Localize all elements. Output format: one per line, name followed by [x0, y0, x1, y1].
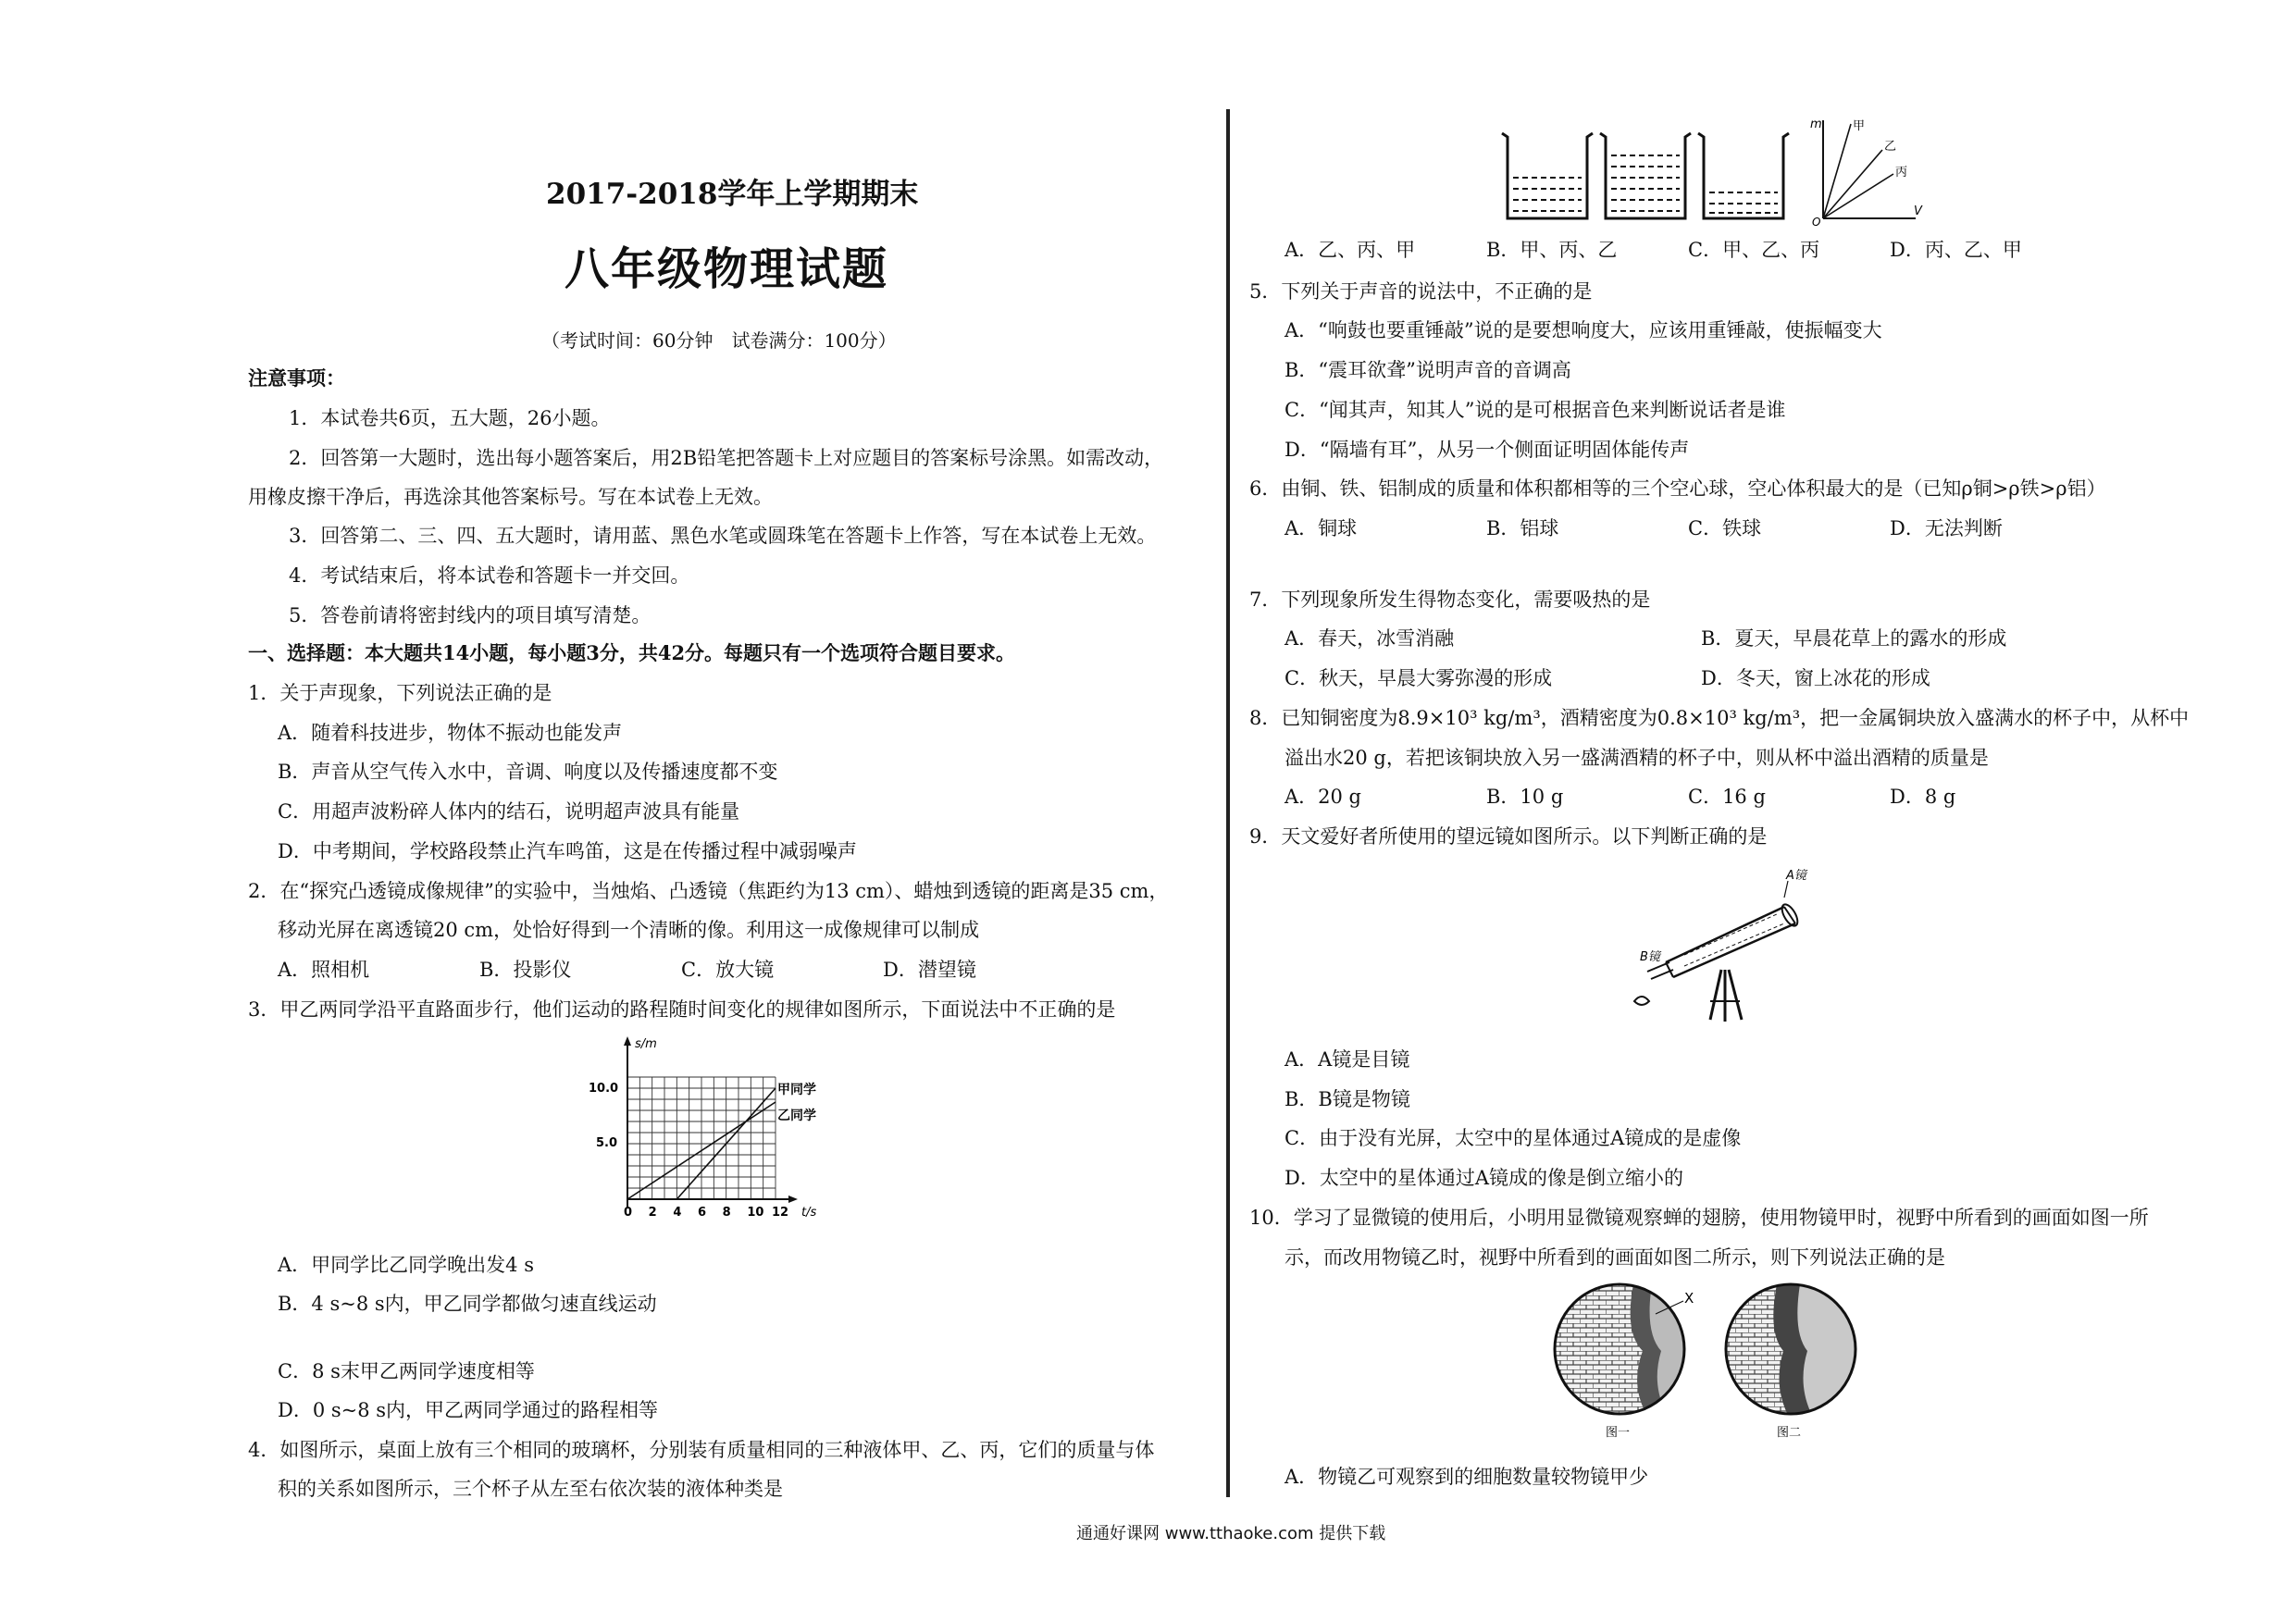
- q6-stem: 6．由铜、铁、铝制成的质量和体积都相等的三个空心球，空心体积最大的是（已知ρ铜>ρ铁>ρ铝）: [1249, 477, 2106, 500]
- microscope-figures: [1541, 1277, 1893, 1453]
- q7-option-c: C．秋天，早晨大雾弥漫的形成: [1285, 667, 1553, 689]
- q1-stem: 1．关于声现象，下列说法正确的是: [248, 682, 552, 704]
- st-y-10: 10.0: [589, 1082, 619, 1096]
- q6-option-c: C．铁球: [1688, 517, 1762, 539]
- st-xtick-label: 0: [624, 1206, 633, 1220]
- st-grid: [627, 1077, 776, 1199]
- q7-options-row-1: [1285, 626, 2117, 650]
- q8-option-a: A．20 g: [1285, 786, 1362, 808]
- q6-option-d: D．无法判断: [1890, 517, 2003, 539]
- q4-option-d: D．丙、乙、甲: [1890, 239, 2022, 261]
- q8-option-c: C．16 g: [1688, 786, 1766, 808]
- q7-options-row-2: [1285, 666, 2117, 690]
- q9-stem: 9．天文爱好者所使用的望远镜如图所示。以下判断正确的是: [1249, 825, 1768, 848]
- page-footer: 通通好课网 www.tthaoke.com 提供下载: [1076, 1524, 1386, 1543]
- q3-option-a: A．甲同学比乙同学晚出发4 s: [278, 1254, 534, 1276]
- q1-option-a: A．随着科技进步，物体不振动也能发声: [278, 722, 623, 744]
- note-1: 1．本试卷共6页，五大题，26小题。: [289, 407, 611, 429]
- st-xtick-label: 6: [698, 1206, 707, 1220]
- st-xtick-label: 4: [673, 1206, 682, 1220]
- q9-option-c: C．由于没有光屏，太空中的星体通过A镜成的是虚像: [1285, 1127, 1742, 1149]
- mv-label-jia: 甲: [1853, 119, 1866, 133]
- q1-option-d: D．中考期间，学校路段禁止汽车鸣笛，这是在传播过程中减弱噪声: [278, 840, 857, 862]
- q1-option-c: C．用超声波粉碎人体内的结石，说明超声波具有能量: [278, 800, 740, 823]
- q8-options: [1285, 785, 2091, 809]
- st-xtick-label: 10: [747, 1206, 764, 1220]
- notes-heading: 注意事项：: [248, 366, 345, 390]
- note-5: 5．答卷前请将密封线内的项目填写清楚。: [289, 604, 652, 626]
- microscope-fig2-label: 图二: [1777, 1426, 1802, 1440]
- q3-stem: 3．甲乙两同学沿平直路面步行，他们运动的路程随时间变化的规律如图所示，下面说法中不正确的是: [248, 998, 1116, 1021]
- q9-option-d: D．太空中的星体通过A镜成的像是倒立缩小的: [1285, 1167, 1684, 1189]
- q3-option-d: D．0 s~8 s内，甲乙两同学通过的路程相等: [278, 1399, 659, 1421]
- mv-label-bing: 丙: [1895, 166, 1908, 180]
- eye-icon: [1634, 997, 1649, 1005]
- beaker-1: [1502, 133, 1593, 218]
- q7-option-a: A．春天，冰雪消融: [1285, 627, 1455, 650]
- mv-label-o: O: [1812, 216, 1821, 226]
- beaker-2: [1600, 133, 1691, 218]
- q9-option-a: A．A镜是目镜: [1285, 1048, 1410, 1071]
- q9-option-b: B．B镜是物镜: [1285, 1088, 1410, 1110]
- telescope-tripod: [1710, 970, 1742, 1022]
- note-4: 4．考试结束后，将本试卷和答题卡一并交回。: [289, 564, 690, 587]
- beaker-3: [1698, 133, 1789, 218]
- exam-main-title: 八年级物理试题: [565, 243, 889, 295]
- section-1-heading: 一、选择题：本大题共14小题，每小题3分，共42分。每题只有一个选项符合题目要求。: [248, 641, 1016, 664]
- st-y-arrow: [624, 1036, 631, 1046]
- telescope-label-b: B镜: [1640, 950, 1660, 964]
- telescope-label-a: A镜: [1786, 869, 1806, 883]
- q7-option-d: D．冬天，窗上冰花的形成: [1701, 667, 1930, 689]
- q3-option-b: B．4 s~8 s内，甲乙同学都做匀速直线运动: [278, 1293, 657, 1315]
- q5-option-c: C．“闻其声，知其人”说的是可根据音色来判断说话者是谁: [1285, 399, 1786, 421]
- q2-option-a: A．照相机: [278, 959, 370, 981]
- mv-label-m: m: [1810, 118, 1822, 131]
- st-xlabel: t/s: [801, 1206, 817, 1220]
- st-xtick-label: 2: [648, 1206, 657, 1220]
- q2-option-b: B．投影仪: [479, 959, 572, 981]
- beakers-figure: [1495, 126, 1795, 228]
- st-ylabel: s/m: [635, 1037, 657, 1051]
- q6-option-a: A．铜球: [1285, 517, 1358, 539]
- note-2b: 用橡皮擦干净后，再选涂其他答案标号。写在本试卷上无效。: [248, 486, 773, 508]
- q7-stem: 7．下列现象所发生得物态变化，需要吸热的是: [1249, 588, 1651, 611]
- q4-stem-1: 4．如图所示，桌面上放有三个相同的玻璃杯，分别装有质量相同的三种液体甲、乙、丙，它们的质量与体: [248, 1439, 1155, 1461]
- note-2a: 2．回答第一大题时，选出每小题答案后，用2B铅笔把答题卡上对应题目的答案标号涂黑。如需改动，: [289, 447, 1164, 469]
- q10-option-a: A．物镜乙可观察到的细胞数量较物镜甲少: [1285, 1466, 1649, 1488]
- q4-option-c: C．甲、乙、丙: [1688, 239, 1820, 261]
- q4-option-a: A．乙、丙、甲: [1285, 239, 1416, 261]
- telescope-pointer-a: [1784, 881, 1788, 898]
- st-graph: [583, 1035, 833, 1220]
- q2-option-c: C．放大镜: [681, 959, 775, 981]
- q8-option-d: D．8 g: [1890, 786, 1956, 808]
- column-divider: [1226, 109, 1230, 1497]
- q4-options: [1285, 238, 2091, 262]
- microscope-view-1: [1550, 1282, 1694, 1440]
- q5-stem: 5．下列关于声音的说法中，不正确的是: [1249, 280, 1593, 303]
- exam-year-title: 2017-2018学年上学期期末: [546, 178, 919, 211]
- microscope-view-2: [1721, 1282, 1860, 1440]
- st-xticks: [624, 1206, 788, 1220]
- q2-options: [278, 958, 1085, 982]
- q7-option-b: B．夏天，早晨花草上的露水的形成: [1701, 627, 2007, 650]
- q4-stem-2: 积的关系如图所示，三个杯子从左至右依次装的液体种类是: [278, 1478, 783, 1500]
- microscope-fig1-label: 图一: [1606, 1426, 1631, 1440]
- st-xtick-label: 12: [772, 1206, 789, 1220]
- telescope-figure: [1629, 862, 1842, 1029]
- q2-option-d: D．潜望镜: [883, 959, 976, 981]
- mv-label-v: V: [1914, 204, 1922, 218]
- q5-option-b: B．“震耳欲聋”说明声音的音调高: [1285, 359, 1571, 381]
- exam-subtitle: （考试时间：60分钟 试卷满分：100分）: [541, 329, 897, 352]
- st-x-arrow: [788, 1196, 798, 1203]
- q3-option-c: C．8 s末甲乙两同学速度相等: [278, 1360, 535, 1382]
- q10-stem-2: 示，而改用物镜乙时，视野中所看到的画面如图二所示，则下列说法正确的是: [1285, 1246, 1945, 1269]
- q5-option-a: A．“响鼓也要重锤敲”说的是要想响度大，应该用重锤敲，使振幅变大: [1285, 319, 1882, 341]
- st-label-yi: 乙同学: [777, 1109, 816, 1123]
- q10-stem-1: 10．学习了显微镜的使用后，小明用显微镜观察蝉的翅膀，使用物镜甲时，视野中所看到的画面如图一所: [1249, 1207, 2149, 1229]
- microscope-x-label: X: [1684, 1290, 1694, 1307]
- q4-option-b: B．甲、丙、乙: [1486, 239, 1618, 261]
- q6-options: [1285, 516, 2091, 540]
- mv-label-yi: 乙: [1884, 140, 1897, 154]
- st-y-5: 5.0: [596, 1136, 618, 1150]
- q8-stem-1: 8．已知铜密度为8.9×10³ kg/m³，酒精密度为0.8×10³ kg/m³，把一金属铜块放入盛满水的杯子中，从杯中: [1249, 707, 2190, 729]
- mv-graph: [1805, 115, 1925, 226]
- q6-option-b: B．铝球: [1486, 517, 1559, 539]
- mv-line-yi: [1823, 150, 1882, 218]
- q8-stem-2: 溢出水20 g，若把该铜块放入另一盛满酒精的杯子中，则从杯中溢出酒精的质量是: [1285, 747, 1989, 769]
- q2-stem-1: 2．在“探究凸透镜成像规律”的实验中，当烛焰、凸透镜（焦距约为13 cm）、蜡烛到透镜的距离是35 cm，: [248, 880, 1169, 902]
- q2-stem-2: 移动光屏在离透镜20 cm，处恰好得到一个清晰的像。利用这一成像规律可以制成: [278, 919, 980, 941]
- note-3: 3．回答第二、三、四、五大题时，请用蓝、黑色水笔或圆珠笔在答题卡上作答，写在本试卷上无效。: [289, 525, 1157, 547]
- st-xtick-label: 8: [722, 1206, 731, 1220]
- telescope-tube: [1647, 902, 1801, 979]
- st-label-jia: 甲同学: [777, 1083, 816, 1097]
- q5-option-d: D．“隔墙有耳”，从另一个侧面证明固体能传声: [1285, 439, 1690, 461]
- q8-option-b: B．10 g: [1486, 786, 1564, 808]
- q1-option-b: B．声音从空气传入水中，音调、响度以及传播速度都不变: [278, 761, 778, 783]
